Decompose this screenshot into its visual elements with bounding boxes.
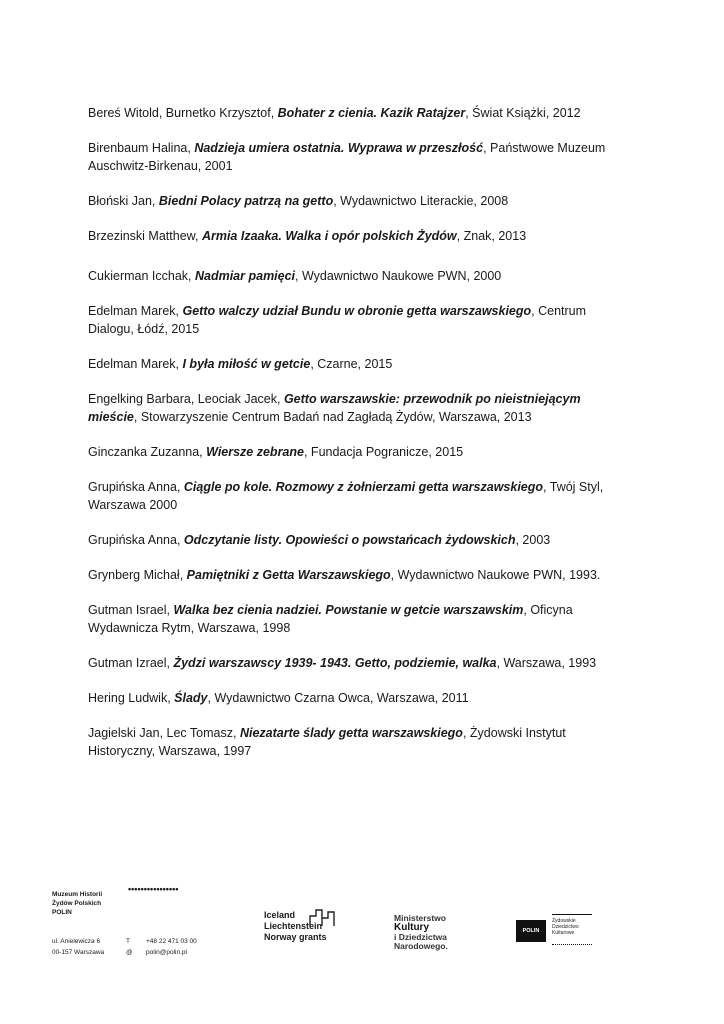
bibliography-entry <box>88 443 608 461</box>
entry-title: I była miłość w getcie <box>182 357 311 371</box>
entry-title: Pamiętniki z Getta Warszawskiego <box>186 568 391 582</box>
bibliography-entry <box>88 566 608 584</box>
grants-line: Liechtenstein <box>264 921 323 931</box>
entry-title: Wiersze zebrane <box>206 445 304 459</box>
entry-title: Biedni Polacy patrzą na getto <box>158 194 334 208</box>
bibliography-entry <box>88 689 608 707</box>
entry-details: , Twój Styl, Warszawa 2000 <box>88 480 604 512</box>
museum-name-line: Żydów Polskich <box>52 900 102 907</box>
museum-name-line: Muzeum Historii <box>52 891 103 898</box>
address-street: ul. Anielewicza 6 <box>52 938 101 945</box>
address-city: 00-157 Warszawa <box>52 949 105 956</box>
entry-details: , Warszawa, 1993 <box>496 656 597 670</box>
ministry-line: i Dziedzictwa <box>394 932 447 942</box>
email-label: @ <box>126 949 133 956</box>
entry-details: , Wydawnictwo Naukowe PWN, 1993. <box>390 568 601 582</box>
bibliography-entry <box>88 267 608 285</box>
entry-title: Bohater z cienia. Kazik Ratajzer <box>277 106 466 120</box>
grants-line: Norway grants <box>264 932 327 942</box>
entry-authors: Engelking Barbara, Leociak Jacek, <box>88 392 284 406</box>
bibliography-entry <box>88 531 608 549</box>
entry-details: , Świat Książki, 2012 <box>465 106 581 120</box>
entry-details: , Wydawnictwo Naukowe PWN, 2000 <box>295 269 502 283</box>
entry-details: , Stowarzyszenie Centrum Badań nad Zagładą Żydów, Warszawa, 2013 <box>133 410 532 424</box>
bibliography-entry <box>88 355 608 373</box>
entry-authors: Hering Ludwik, <box>88 691 175 705</box>
entry-authors: Gutman Izrael, <box>88 656 174 670</box>
museum-name <box>52 890 102 917</box>
entry-title: Walka bez cienia nadziei. Powstanie w getcie warszawskim <box>173 603 524 617</box>
polin-text-line: Kulturowe <box>552 930 575 936</box>
entry-authors: Grupińska Anna, <box>88 480 184 494</box>
entry-details: , Państwowe Muzeum Auschwitz-Birkenau, 2001 <box>88 141 606 173</box>
entry-authors: Grupińska Anna, <box>88 533 184 547</box>
entry-title: Ciągle po kole. Rozmowy z żołnierzami getta warszawskiego <box>183 480 544 494</box>
bibliography-entry <box>88 478 608 514</box>
polin-text-line: Dziedzictwo <box>552 924 579 930</box>
entry-authors: Jagielski Jan, Lec Tomasz, <box>88 726 240 740</box>
contact-block <box>52 936 197 958</box>
polin-heritage-text <box>552 918 596 936</box>
bibliography-entry <box>88 724 608 760</box>
entry-authors: Brzezinski Matthew, <box>88 229 202 243</box>
bibliography-entry <box>88 192 608 210</box>
ministry-line: Kultury <box>394 922 429 933</box>
polin-logo-box: POLIN <box>516 920 546 942</box>
phone-number: +48 22 471 03 00 <box>146 938 197 945</box>
entry-details: , Wydawnictwo Literackie, 2008 <box>333 194 509 208</box>
museum-name-line: POLIN <box>52 909 72 916</box>
polin-dotted-rule <box>552 944 592 945</box>
entry-details: , 2003 <box>515 533 551 547</box>
entry-authors: Edelman Marek, <box>88 357 183 371</box>
entry-details: , Fundacja Pogranicze, 2015 <box>303 445 464 459</box>
entry-details: , Znak, 2013 <box>456 229 527 243</box>
entry-authors: Birenbaum Halina, <box>88 141 195 155</box>
eea-grants-logo <box>264 910 327 943</box>
entry-details: , Oficyna Wydawnicza Rytm, Warszawa, 1998 <box>88 603 573 635</box>
entry-authors: Ginczanka Zuzanna, <box>88 445 207 459</box>
entry-authors: Gutman Israel, <box>88 603 174 617</box>
dotted-rule: •••••••••••••••• <box>128 884 179 894</box>
entry-title: Getto walczy udział Bundu w obronie getta warszawskiego <box>182 304 532 318</box>
polin-text-line: Żydowskie <box>552 918 576 924</box>
entry-authors: Bereś Witold, Burnetko Krzysztof, <box>88 106 278 120</box>
bibliography-entry <box>88 227 608 245</box>
entry-authors: Grynberg Michał, <box>88 568 187 582</box>
bibliography-entry <box>88 139 608 175</box>
entry-title: Niezatarte ślady getta warszawskiego <box>239 726 463 740</box>
entry-details: , Centrum Dialogu, Łódź, 2015 <box>88 304 587 336</box>
entry-title: Nadzieja umiera ostatnia. Wyprawa w przeszłość <box>194 141 484 155</box>
ministry-logo <box>394 914 448 951</box>
entry-details: , Czarne, 2015 <box>310 357 393 371</box>
entry-title: Nadmiar pamięci <box>194 269 296 283</box>
entry-details: , Żydowski Instytut Historyczny, Warszawa, 1997 <box>88 726 566 758</box>
phone-label: T <box>126 938 130 945</box>
bibliography-entry <box>88 302 608 338</box>
entry-details: , Wydawnictwo Czarna Owca, Warszawa, 2011 <box>207 691 469 705</box>
polin-rule <box>552 914 592 915</box>
entry-title: Ślady <box>174 691 208 705</box>
entry-title: Żydzi warszawscy 1939- 1943. Getto, podziemie, walka <box>173 656 497 670</box>
bibliography-entry <box>88 654 608 672</box>
grants-mark-icon <box>308 908 336 928</box>
entry-title: Odczytanie listy. Opowieści o powstańcach żydowskich <box>183 533 516 547</box>
entry-authors: Błoński Jan, <box>88 194 159 208</box>
bibliography-entry <box>88 104 608 122</box>
entry-authors: Cukierman Icchak, <box>88 269 195 283</box>
entry-authors: Edelman Marek, <box>88 304 183 318</box>
email-address: polin@polin.pl <box>146 949 187 956</box>
ministry-line: Narodowego. <box>394 941 448 951</box>
bibliography-entry <box>88 601 608 637</box>
page-footer <box>52 884 672 964</box>
bibliography-entry <box>88 390 608 426</box>
ministry-line: Ministerstwo <box>394 913 446 923</box>
grants-line: Iceland <box>264 910 296 920</box>
bibliography-list <box>88 104 608 777</box>
entry-title: Getto warszawskie: przewodnik po nieistniejącym mieście <box>88 392 581 424</box>
entry-title: Armia Izaaka. Walka i opór polskich Żydów <box>201 229 457 243</box>
